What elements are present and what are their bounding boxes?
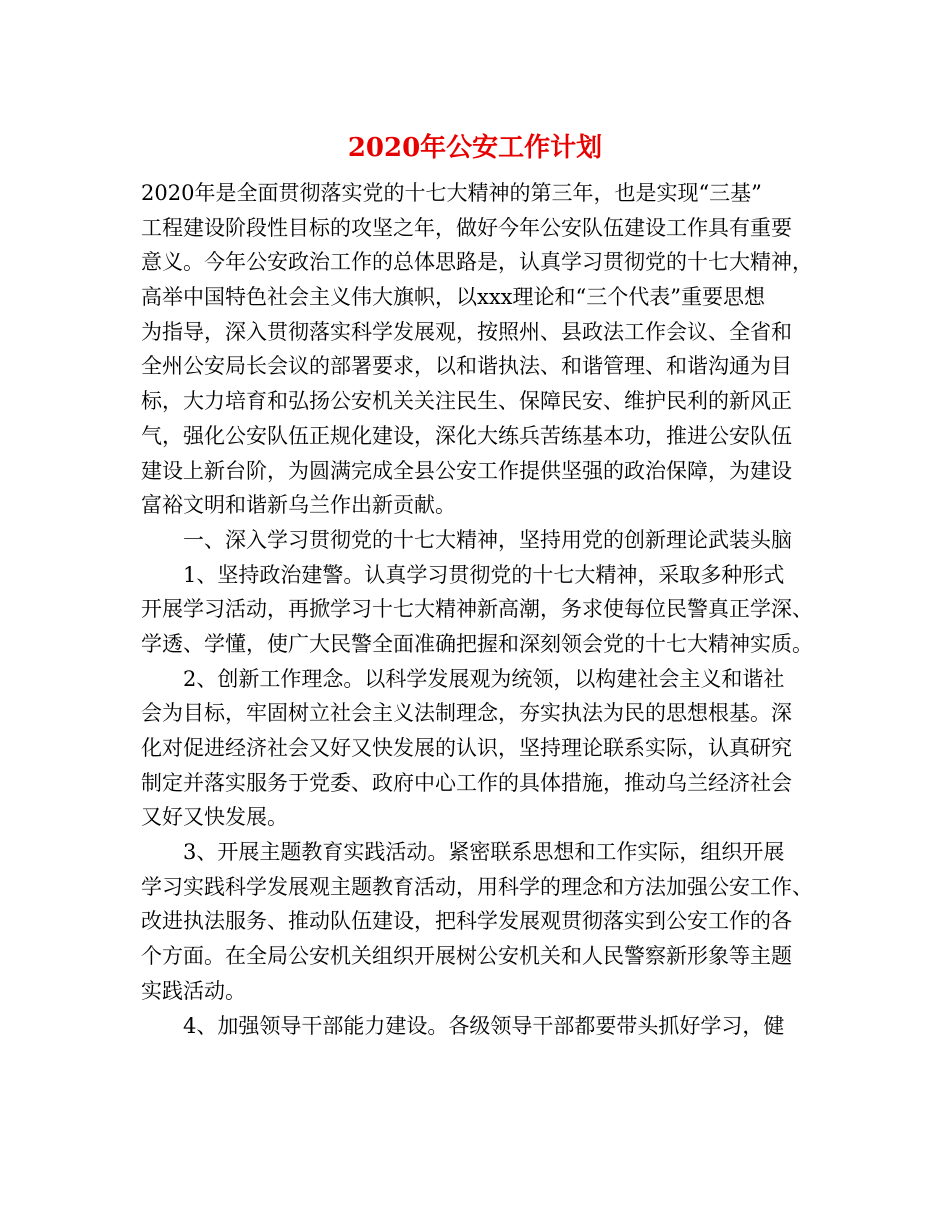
body-text-line: 1、坚持政治建警。认真学习贯彻党的十七大精神，采取多种形式 — [141, 562, 785, 587]
body-text-line: 会为目标，牢固树立社会主义法制理念，夯实执法为民的思想根基。深 — [141, 701, 792, 726]
body-text-line: 富裕文明和谐新乌兰作出新贡献。 — [141, 493, 456, 518]
body-text-line: 改进执法服务、推动队伍建设，把科学发展观贯彻落实到公安工作的各 — [141, 909, 792, 934]
body-text-line: 制定并落实服务于党委、政府中心工作的具体措施，推动乌兰经济社会 — [141, 770, 792, 795]
body-text-line: 意义。今年公安政治工作的总体思路是，认真学习贯彻党的十七大精神， — [141, 250, 813, 275]
body-text-line: 2020年是全面贯彻落实党的十七大精神的第三年，也是实现“三基” — [141, 181, 762, 205]
body-text-line: 个方面。在全局公安机关组织开展树公安机关和人民警察新形象等主题 — [141, 944, 792, 969]
body-text-line: 4、加强领导干部能力建设。各级领导干部都要带头抓好学习，健 — [141, 1013, 785, 1038]
body-text-line: 学透、学懂，使广大民警全面准确把握和深刻领会党的十七大精神实质。 — [141, 631, 813, 656]
body-text-line: 工程建设阶段性目标的攻坚之年，做好今年公安队伍建设工作具有重要 — [141, 215, 792, 240]
body-text-line: 学习实践科学发展观主题教育活动，用科学的理念和方法加强公安工作、 — [141, 874, 813, 899]
body-text-line: 开展学习活动，再掀学习十七大精神新高潮，务求使每位民警真正学深、 — [141, 597, 813, 622]
document-body — [141, 176, 821, 1043]
body-text-line: 一、深入学习贯彻党的十七大精神，坚持用党的创新理论武装头脑 — [141, 527, 792, 552]
body-text-line: 又好又快发展。 — [141, 805, 288, 830]
body-text-line: 建设上新台阶，为圆满完成全县公安工作提供坚强的政治保障，为建设 — [141, 458, 792, 483]
body-text-line: 2、创新工作理念。以科学发展观为统领，以构建社会主义和谐社 — [141, 666, 785, 691]
body-text-line: 实践活动。 — [141, 978, 246, 1003]
body-text-line: 化对促进经济社会又好又快发展的认识，坚持理论联系实际，认真研究 — [141, 736, 792, 760]
body-text-line: 为指导，深入贯彻落实科学发展观，按照州、县政法工作会议、全省和 — [141, 319, 792, 344]
body-text-line: 全州公安局长会议的部署要求，以和谐执法、和谐管理、和谐沟通为目 — [141, 354, 792, 379]
body-text-line: 3、开展主题教育实践活动。紧密联系思想和工作实际，组织开展 — [141, 840, 785, 865]
body-text-line: 标，大力培育和弘扬公安机关关注民生、保障民安、维护民利的新风正 — [141, 389, 792, 414]
document-title: 2020年公安工作计划 — [347, 133, 603, 163]
body-text-line: 气，强化公安队伍正规化建设，深化大练兵苦练基本功，推进公安队伍 — [141, 423, 792, 448]
body-text-line: 高举中国特色社会主义伟大旗帜，以xxx理论和“三个代表”重要思想 — [141, 285, 765, 310]
